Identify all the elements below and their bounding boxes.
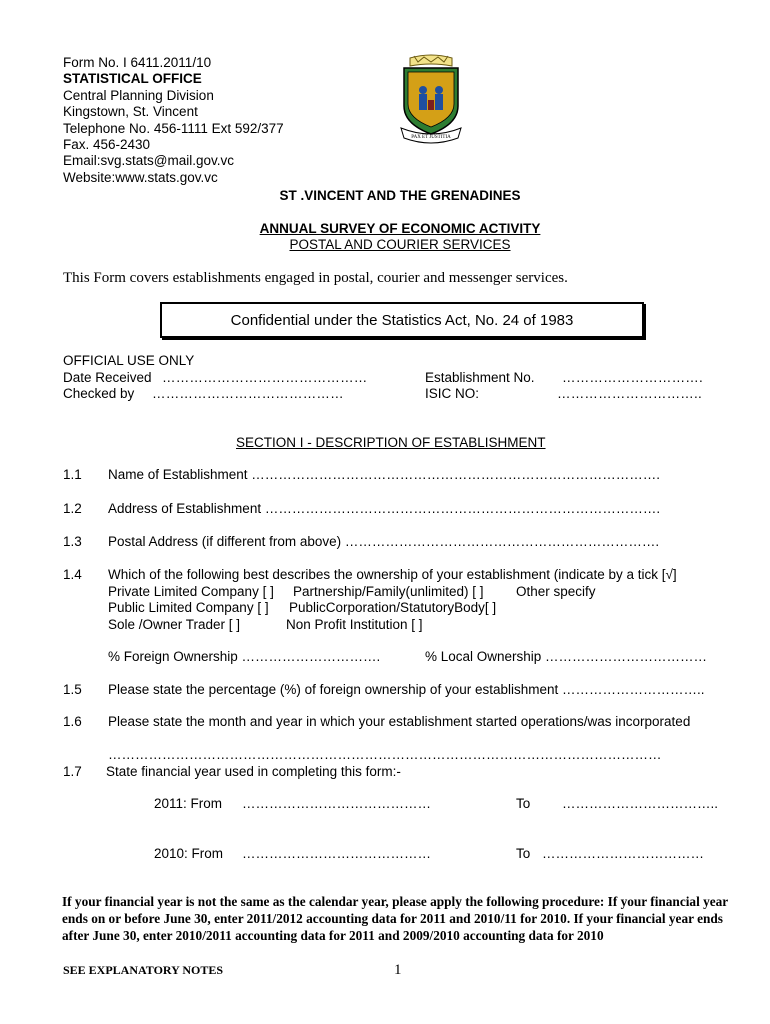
option-partnership[interactable]: Partnership/Family(unlimited) [ ]	[293, 584, 484, 599]
form-number: Form No. I 6411.2011/10	[63, 55, 212, 70]
section-title: SECTION I - DESCRIPTION OF ESTABLISHMENT	[236, 435, 546, 450]
email-line: Email:svg.stats@mail.gov.vc	[63, 153, 234, 168]
date-received-field[interactable]: ………………………………………	[162, 370, 368, 385]
fy2010-to-label: To	[516, 846, 531, 861]
q1-6-question: Please state the month and year in which your establishment started operations/was incorporated	[108, 714, 691, 729]
q1-2-address-field[interactable]: Address of Establishment …………………………………………………………………………….	[108, 501, 661, 516]
checked-by-field[interactable]: ……………………………………	[152, 386, 344, 401]
local-ownership-field[interactable]: % Local Ownership ………………………………	[425, 649, 708, 664]
crest-motto: PAX ET JUSTITIA	[411, 135, 451, 140]
financial-year-notice: If your financial year is not the same as the calendar year, please apply the following procedure: If your financial year ends on or before June 30, enter 2011/2012 accounting data for 2011 and 2010/11 for 2010. If your financial year ends after June 30, enter 2010/2011 accounting data for 2011 and 2009/2010 accounting data for 2010	[62, 894, 728, 943]
confidential-text: Confidential under the Statistics Act, No. 24 of 1983	[230, 311, 574, 329]
fy2011-label: 2011: From	[154, 796, 223, 811]
intro-text: This Form covers establishments engaged in postal, courier and messenger services.	[63, 270, 568, 286]
option-private-limited[interactable]: Private Limited Company [ ]	[108, 584, 274, 599]
see-notes-footer: SEE EXPLANATORY NOTES	[63, 963, 224, 977]
telephone-line: Telephone No. 456-1111 Ext 592/377	[63, 121, 284, 136]
official-use-heading: OFFICIAL USE ONLY	[63, 353, 195, 368]
page-number: 1	[394, 962, 402, 978]
fy2011-from-field[interactable]: ……………………………………	[242, 796, 431, 811]
q1-7-number: 1.7	[63, 764, 82, 779]
q1-3-postal-field[interactable]: Postal Address (if different from above) …………………………………………………………….	[108, 534, 660, 549]
fy2011-to-field[interactable]: ……………………………..	[562, 796, 719, 811]
confidential-box	[160, 302, 644, 338]
fy2010-to-field[interactable]: ………………………………	[542, 846, 704, 861]
coat-of-arms-icon	[396, 54, 466, 148]
option-other-specify[interactable]: Other specify	[516, 584, 596, 599]
option-public-limited[interactable]: Public Limited Company [ ]	[108, 600, 269, 615]
office-name: STATISTICAL OFFICE	[63, 71, 202, 86]
country-title: ST .VINCENT AND THE GRENADINES	[279, 188, 521, 203]
office-location: Kingstown, St. Vincent	[63, 104, 198, 119]
option-sole-trader[interactable]: Sole /Owner Trader [ ]	[108, 617, 241, 632]
q1-2-number: 1.2	[63, 501, 82, 516]
option-non-profit[interactable]: Non Profit Institution [ ]	[286, 617, 423, 632]
date-received-label: Date Received	[63, 370, 152, 385]
fy2011-to-label: To	[516, 796, 531, 811]
q1-5-foreign-percent-field[interactable]: Please state the percentage (%) of foreign ownership of your establishment …………………………..	[108, 682, 705, 697]
fy2010-label: 2010: From	[154, 846, 224, 861]
foreign-ownership-field[interactable]: % Foreign Ownership ………………………….	[108, 649, 381, 664]
q1-3-number: 1.3	[63, 534, 82, 549]
q1-1-number: 1.1	[63, 467, 82, 482]
sector-title: POSTAL AND COURIER SERVICES	[289, 237, 511, 252]
fy2010-from-field[interactable]: ……………………………………	[242, 846, 431, 861]
q1-1-name-field[interactable]: Name of Establishment ……………………………………………………………………………….	[108, 467, 661, 482]
q1-6-answer-field[interactable]: ……………………………………………………………………………………………………………	[108, 747, 662, 762]
option-public-corporation[interactable]: PublicCorporation/StatutoryBody[ ]	[289, 600, 497, 615]
checked-by-label: Checked by	[63, 386, 135, 401]
isic-no-field[interactable]: …………………………..	[557, 386, 702, 401]
q1-7-question: State financial year used in completing this form:-	[106, 764, 401, 779]
q1-6-number: 1.6	[63, 714, 82, 729]
q1-5-number: 1.5	[63, 682, 82, 697]
website-line: Website:www.stats.gov.vc	[63, 170, 218, 185]
isic-no-label: ISIC NO:	[425, 386, 480, 401]
establishment-no-field[interactable]: ………………………….	[562, 370, 703, 385]
q1-4-question: Which of the following best describes the ownership of your establishment (indicate by a tick [√]	[108, 567, 677, 582]
survey-title: ANNUAL SURVEY OF ECONOMIC ACTIVITY	[259, 221, 541, 236]
fax-line: Fax. 456-2430	[63, 137, 151, 152]
establishment-no-label: Establishment No.	[425, 370, 535, 385]
division-name: Central Planning Division	[63, 88, 214, 103]
q1-4-number: 1.4	[63, 567, 82, 582]
